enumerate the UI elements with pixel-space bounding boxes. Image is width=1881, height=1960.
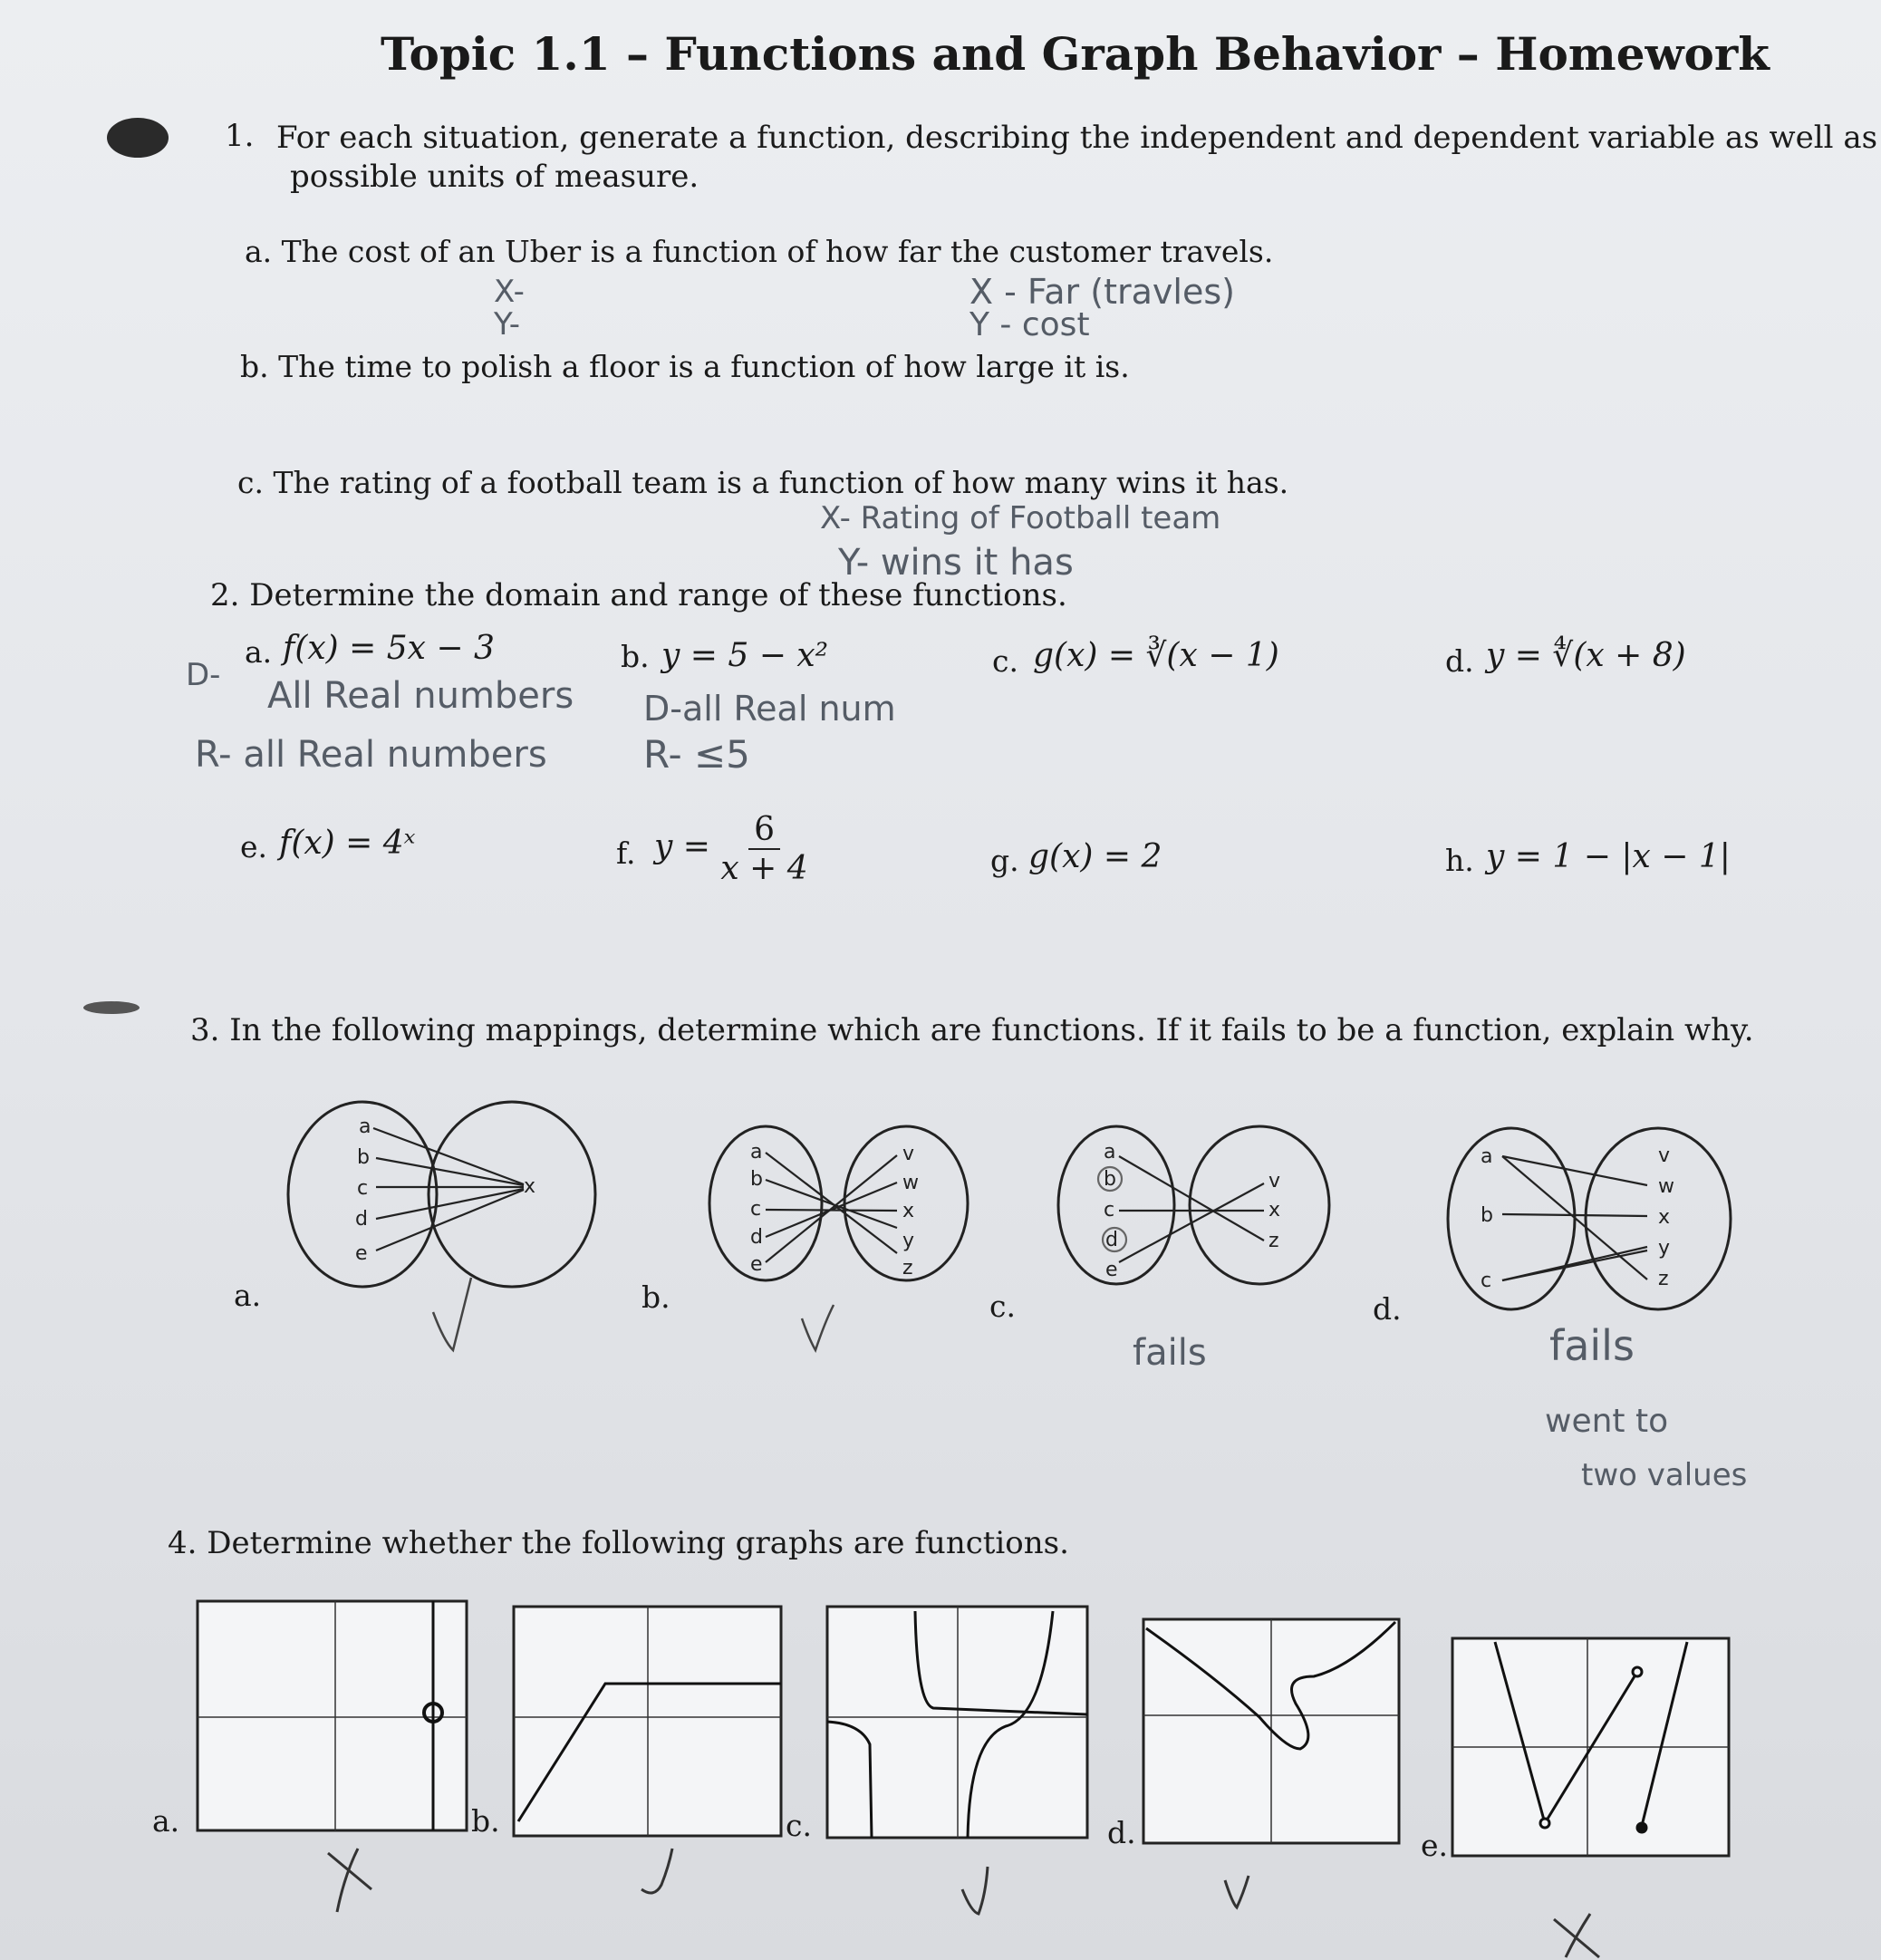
map-d-range-label: x (1658, 1206, 1671, 1229)
q1a-answer-x: X - Far (travles) (969, 272, 1235, 312)
map-b-range-label: v (902, 1143, 915, 1165)
graph-a-label: a. (152, 1803, 180, 1839)
q1b-text: b. The time to polish a floor is a function of how large it is. (240, 349, 1130, 384)
map-a-domain-label: e (355, 1242, 368, 1265)
q2a-hand-d: D- (186, 657, 221, 693)
q1-number: 1. (225, 118, 255, 154)
graph-d-label: d. (1107, 1815, 1136, 1850)
graph-b-check-mark (641, 1849, 672, 1893)
map-c-hand-answer: fails (1133, 1332, 1207, 1374)
map-a-domain-label: d (355, 1208, 368, 1231)
map-c-range-label: v (1268, 1170, 1281, 1192)
q1c-answer-y: Y- wins it has (838, 542, 1074, 584)
map-b-range-label: x (902, 1200, 915, 1222)
q2-prompt: 2. Determine the domain and range of these functions. (210, 577, 1067, 613)
graph-d-check-mark (1225, 1876, 1249, 1907)
q2b-expression: y = 5 − x² (661, 637, 829, 674)
map-d-range-label: v (1658, 1144, 1671, 1167)
q2f-lhs: y = (654, 828, 710, 865)
q2h-expression: y = 1 − |x − 1| (1486, 838, 1731, 875)
map-b-range-label: z (902, 1257, 913, 1279)
q2c-expression: g(x) = ∛(x − 1) (1033, 637, 1279, 674)
graph-e-label: e. (1421, 1828, 1449, 1863)
map-c-range-label: x (1268, 1199, 1281, 1221)
q1-prompt-line1: For each situation, generate a function, describing the independent and dependent variable as well as (276, 120, 1878, 156)
q2g-label: g. (990, 843, 1019, 878)
q2f-denominator: x + 4 (720, 850, 808, 887)
page-title: Topic 1.1 – Functions and Graph Behavior – Homework (381, 27, 1770, 81)
map-c-domain-label: b (1104, 1168, 1116, 1191)
map-d-range-label: w (1658, 1175, 1674, 1198)
q4-prompt: 4. Determine whether the following graphs are functions. (168, 1525, 1069, 1561)
q2e-expression: f(x) = 4ˣ (279, 825, 416, 862)
map-b-domain-label: e (750, 1253, 763, 1276)
graph-a-x-mark (328, 1849, 371, 1912)
q2d-expression: y = ∜(x + 8) (1486, 637, 1686, 674)
map-b-range-label: y (902, 1230, 915, 1252)
map-b-domain-label: c (750, 1198, 762, 1221)
map-b-domain-label: a (750, 1141, 763, 1163)
q2a-label: a. (245, 634, 273, 670)
q2b-hand-range: R- ≤5 (643, 732, 750, 777)
map-b-label: b. (641, 1279, 670, 1315)
map-c-domain-label: c (1104, 1199, 1115, 1221)
map-d-range-label: z (1658, 1268, 1669, 1290)
map-a-domain-label: a (359, 1115, 371, 1138)
q2h-label: h. (1445, 843, 1474, 878)
q2f-label: f. (616, 835, 636, 871)
map-d-hand-note-line1: went to (1545, 1403, 1669, 1440)
map-d-range-label: y (1658, 1237, 1671, 1260)
map-d-label: d. (1373, 1291, 1402, 1327)
graph-c-check-mark (962, 1867, 988, 1914)
q2b-hand-domain: D-all Real num (643, 689, 896, 729)
map-a-domain-label: b (357, 1146, 370, 1169)
q1a-answer-y-blank: Y- (494, 306, 521, 343)
map-a-label: a. (234, 1278, 262, 1313)
map-c-label: c. (989, 1289, 1016, 1324)
map-c-domain-label: e (1105, 1259, 1118, 1281)
q1c-text: c. The rating of a football team is a function of how many wins it has. (237, 465, 1289, 500)
q1a-answer-x-blank: X- (494, 274, 525, 310)
q2f-numerator: 6 (748, 811, 780, 850)
map-d-hand-answer: fails (1549, 1321, 1635, 1370)
map-a-domain-label: c (357, 1177, 369, 1200)
q3-prompt: 3. In the following mappings, determine which are functions. If it fails to be a function, explain why. (190, 1012, 1754, 1048)
q2g-expression: g(x) = 2 (1028, 838, 1162, 875)
q1c-answer-x: X- Rating of Football team (820, 500, 1221, 536)
q2a-expression: f(x) = 5x − 3 (283, 630, 495, 667)
map-b-range-label: w (902, 1172, 919, 1194)
map-c-domain-label: a (1104, 1141, 1116, 1163)
graph-e-open-endpoint (1633, 1667, 1642, 1676)
map-b-domain-label: d (750, 1226, 763, 1249)
map-d-domain-label: c (1481, 1270, 1492, 1292)
q2b-label: b. (621, 639, 650, 674)
map-d-domain-label: a (1481, 1145, 1493, 1168)
map-b-domain-label: b (750, 1168, 763, 1191)
q1a-text: a. The cost of an Uber is a function of how far the customer travels. (245, 234, 1274, 269)
graph-b-label: b. (471, 1803, 500, 1839)
map-a-range-label: x (524, 1175, 536, 1198)
graph-e-open-endpoint (1540, 1819, 1549, 1828)
q1a-answer-y: Y - cost (969, 306, 1090, 343)
graph-e-closed-endpoint (1637, 1823, 1646, 1832)
q2d-label: d. (1445, 643, 1474, 679)
graph-e-x-mark (1554, 1914, 1599, 1957)
map-c-range-label: z (1268, 1230, 1279, 1252)
map-d-domain-label: b (1481, 1204, 1493, 1227)
q2a-hand-range: R- all Real numbers (195, 734, 547, 776)
q2a-hand-domain: All Real numbers (267, 675, 574, 717)
q2c-label: c. (992, 643, 1018, 679)
q1-prompt-line2: possible units of measure. (290, 159, 699, 195)
graph-c-label: c. (786, 1808, 812, 1843)
q2e-label: e. (240, 829, 268, 864)
map-d-hand-note-line2: two values (1581, 1457, 1748, 1493)
map-c-domain-label: d (1105, 1229, 1118, 1251)
